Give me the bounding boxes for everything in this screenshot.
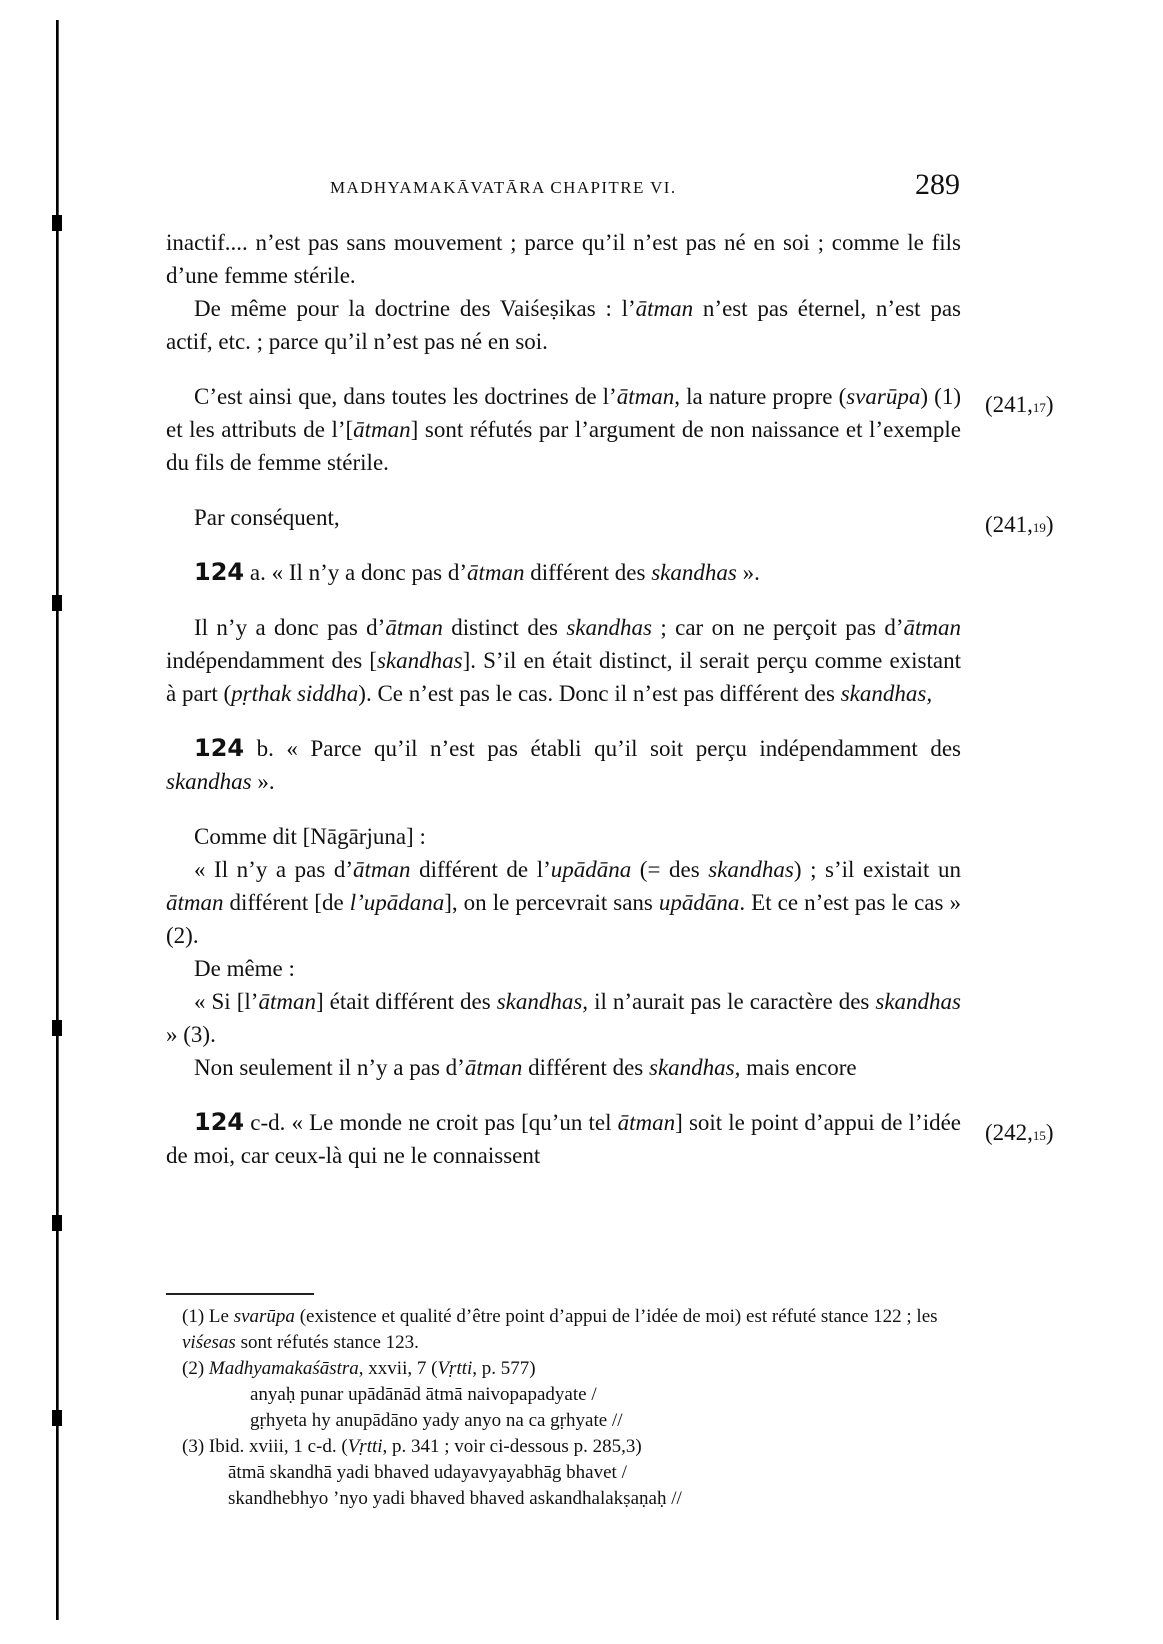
- verse-line: ātmā skandhā yadi bhaved udayavyayabhāg bhavet /: [228, 1462, 627, 1483]
- running-title: MADHYAMAKĀVATĀRA CHAPITRE VI.: [330, 178, 677, 197]
- paragraph: De même :: [194, 956, 295, 981]
- binding-edge: [56, 20, 61, 1620]
- page-body: [166, 226, 961, 1172]
- stanza-heading: 124 b. « Parce qu’il n’est pas établi qu’il soit perçu indépendamment des skandhas ».: [166, 734, 961, 794]
- footnote: (2) Madhyamakaśāstra, xxvii, 7 (Vṛtti, p. 577): [182, 1358, 536, 1379]
- verse-line: anyaḥ punar upādānād ātmā naivopapadyate /: [250, 1384, 597, 1405]
- binding-mark: [52, 1020, 62, 1036]
- paragraph: Il n’y a donc pas d’ātman distinct des skandhas ; car on ne perçoit pas d’ātman indépendamment des [skandhas]. S’il en était distinct, il serait perçu comme existant à part (pṛthak siddha). Ce n’est pas le cas. Donc il n’est pas différent des skandhas,: [166, 615, 961, 706]
- stanza-number: 124: [194, 734, 245, 762]
- quotation: « Si [l’ātman] était différent des skandhas, il n’aurait pas le caractère des skandhas » (3).: [166, 989, 961, 1047]
- running-head: [330, 168, 960, 208]
- footnote: (1) Le svarūpa (existence et qualité d’être point d’appui de l’idée de moi) est réfuté stance 122 ; les viśesas sont réfutés stance 123.: [182, 1306, 938, 1353]
- stanza-heading: 124 c-d. « Le monde ne croit pas [qu’un tel ātman] soit le point d’appui de l’idée de moi, car ceux-là qui ne le connaissent: [166, 1108, 961, 1168]
- margin-reference: (242,15): [985, 1120, 1054, 1145]
- page-number: 289: [915, 168, 960, 201]
- footnotes: [166, 1304, 956, 1512]
- binding-mark: [52, 215, 62, 231]
- paragraph: C’est ainsi que, dans toutes les doctrines de l’ātman, la nature propre (svarūpa) (1) et les attributs de l’[ātman] sont réfutés par l’argument de non naissance et l’exemple du fils de femme stérile.: [166, 384, 961, 475]
- paragraph: De même pour la doctrine des Vaiśeṣikas : l’ātman n’est pas éternel, n’est pas actif, etc. ; parce qu’il n’est pas né en soi.: [166, 296, 961, 354]
- footnote-rule: [166, 1293, 314, 1295]
- verse-line: skandhebhyo ’nyo yadi bhaved bhaved askandhalakṣaṇaḥ //: [228, 1488, 682, 1509]
- stanza-number: 124: [194, 1108, 245, 1136]
- margin-reference: (241,17): [985, 392, 1054, 417]
- paragraph: inactif.... n’est pas sans mouvement ; parce qu’il n’est pas né en soi ; comme le fils d’une femme stérile.: [166, 230, 961, 288]
- margin-reference: (241,19): [985, 512, 1054, 537]
- footnote: (3) Ibid. xviii, 1 c-d. (Vṛtti, p. 341 ; voir ci-dessous p. 285,3): [182, 1436, 642, 1457]
- binding-mark: [52, 1215, 62, 1231]
- paragraph: Par conséquent,: [194, 505, 340, 530]
- verse-line: gṛhyeta hy anupādāno yady anyo na ca gṛhyate //: [250, 1410, 623, 1431]
- paragraph: Non seulement il n’y a pas d’ātman différent des skandhas, mais encore: [194, 1055, 857, 1080]
- stanza-heading: 124 a. « Il n’y a donc pas d’ātman différent des skandhas ».: [194, 558, 760, 586]
- binding-mark: [52, 595, 62, 611]
- binding-mark: [52, 1410, 62, 1426]
- stanza-number: 124: [194, 558, 245, 586]
- paragraph: Comme dit [Nāgārjuna] :: [194, 824, 426, 849]
- quotation: « Il n’y a pas d’ātman différent de l’upādāna (= des skandhas) ; s’il existait un ātman différent [de l’upādana], on le percevrait sans upādāna. Et ce n’est pas le cas » (2).: [166, 857, 961, 948]
